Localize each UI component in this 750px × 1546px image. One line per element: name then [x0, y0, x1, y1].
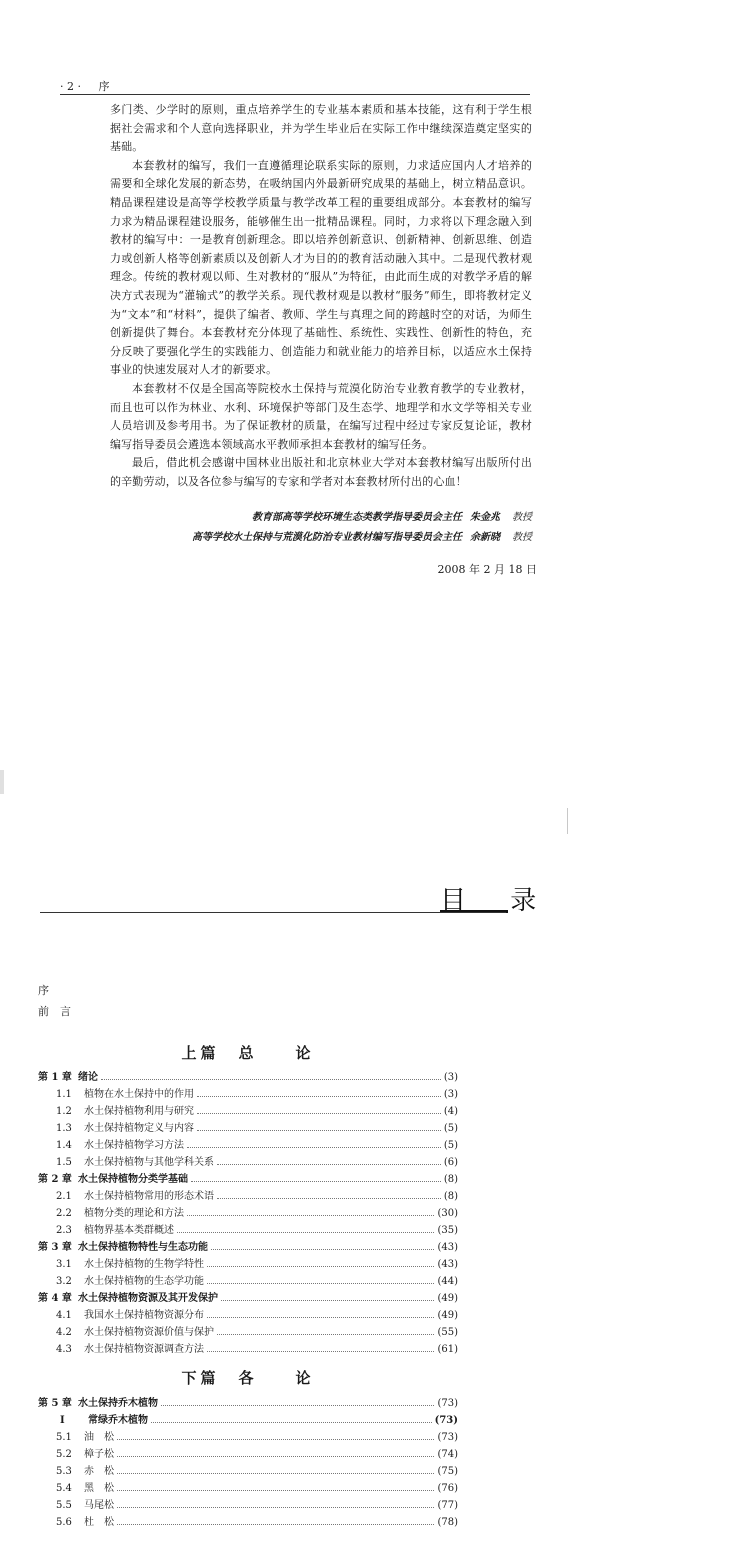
toc-front-preface[interactable]: 序	[38, 984, 49, 997]
toc-entry-label	[56, 1446, 114, 1463]
scan-artifact	[567, 808, 568, 834]
dot-leader	[217, 1164, 441, 1165]
preface-paragraph: 多门类、少学时的原则，重点培养学生的专业基本素质和基本技能，这有利于学生根据社会需求和个人意向选择职业，并为学生毕业后在实际工作中继续深造奠定坚实的基础。	[110, 103, 532, 154]
toc-entry-chapter[interactable]	[38, 1069, 458, 1086]
preface-paragraph: 最后，借此机会感谢中国林业出版社和北京林业大学对本套教材编写出版所付出的辛勤劳动，以及各位参与编写的专家和学者对本套教材所付出的心血！	[110, 456, 532, 488]
toc-entry-label	[56, 1103, 194, 1120]
toc-entry-page: (74)	[437, 1449, 458, 1460]
toc-entry-section[interactable]	[38, 1446, 458, 1463]
toc-entry-title: 我国水土保持植物资源分布	[84, 1310, 204, 1321]
toc-entry-title: 水土保持植物分类学基础	[78, 1174, 188, 1185]
dot-leader	[207, 1317, 434, 1318]
preface-paragraph: 本套教材不仅是全国高等院校水土保持与荒漠化防治专业教育教学的专业教材，而且也可以作为林业、水利、环境保护等部门及生态学、地理学和水文学等相关专业人员培训及参考用书。为了保证教材的质量，在编写过程中经过专家反复论证，教材编写指导委员会遴选本领域高水平教师承担本套教材的编写任务。	[110, 381, 532, 451]
toc-entry-section[interactable]	[38, 1205, 458, 1222]
toc-entry-title: 赤 松	[84, 1466, 114, 1477]
toc-entry-title: 水土保持植物利用与研究	[84, 1106, 194, 1117]
toc-entry-title: 水土保持植物学习方法	[84, 1140, 184, 1151]
toc-entry-page: (6)	[443, 1157, 458, 1168]
toc-entry-group[interactable]	[38, 1412, 458, 1429]
header-rule	[60, 94, 530, 95]
toc-entry-label	[56, 1205, 184, 1222]
toc-entry-number: 第 5 章	[38, 1398, 72, 1409]
toc-entry-number: 5.4	[56, 1483, 72, 1494]
dot-leader	[117, 1490, 434, 1491]
dot-leader	[187, 1147, 441, 1148]
toc-entry-title: 水土保持植物特性与生态功能	[78, 1242, 208, 1253]
dot-leader	[177, 1232, 434, 1233]
toc-entry-section[interactable]	[38, 1324, 458, 1341]
toc-entry-number: 第 1 章	[38, 1072, 72, 1083]
toc-entry-section[interactable]	[38, 1103, 458, 1120]
toc-entry-number: 第 3 章	[38, 1242, 72, 1253]
toc-entry-section[interactable]	[38, 1514, 458, 1531]
toc-entry-chapter[interactable]	[38, 1171, 458, 1188]
preface-paragraph: 本套教材的编写，我们一直遵循理论联系实际的原则，力求适应国内人才培养的需要和全球化发展的新态势，在吸纳国内外最新研究成果的基础上，树立精品意识。精品课程建设是高等学校教学质量与教学改革工程的重要组成部分。本套教材的编写力求为精品课程建设服务，能够催生出一批精品课程。同时，力求将以下理念融入到教材的编写中：一是教育创新理念。即以培养创新意识、创新精神、创新思维、创造力或创新人格等创新素质以及创新人才为目的的教育活动融入其中。二是现代教材观理念。传统的教材观以师、生对教材的“服从”为特征，由此而生成的对教学矛盾的解决方式表现为“灌输式”的教学关系。现代教材观是以教材“服务”师生，即将教材定义为“文本”和“材料”，提供了编者、教师、学生与真理之间的跨越时空的对话，为师生创新提供了舞台。本套教材充分体现了基础性、系统性、实践性、创新性的特色，充分反映了要强化学生的实践能力、创造能力和就业能力的培养目标，以适应水土保持事业的快速发展对人才的新要求。	[110, 158, 532, 377]
toc-entry-label	[56, 1120, 194, 1137]
toc-entry-number: 1.2	[56, 1106, 72, 1117]
dot-leader	[217, 1334, 434, 1335]
toc-entry-number: 2.2	[56, 1208, 72, 1219]
toc-entry-page: (30)	[437, 1208, 458, 1219]
toc-entry-section[interactable]	[38, 1273, 458, 1290]
signature-role: 教育部高等学校环境生态类教学指导委员会主任	[252, 512, 462, 523]
toc-entry-section[interactable]	[38, 1188, 458, 1205]
toc-entry-title: 植物界基本类群概述	[84, 1225, 174, 1236]
toc-entry-page: (75)	[437, 1466, 458, 1477]
toc-entry-page: (55)	[437, 1327, 458, 1338]
toc-entry-title: 水土保持植物资源及其开发保护	[78, 1293, 218, 1304]
toc-entry-number: 5.6	[56, 1517, 72, 1528]
page-number: · 2 ·	[60, 80, 81, 93]
toc-entry-label	[56, 1463, 114, 1480]
toc-entry-label	[56, 1188, 214, 1205]
part-title-1: 上篇 总 论	[181, 1044, 315, 1062]
dot-leader	[117, 1456, 434, 1457]
toc-entry-title: 常绿乔木植物	[88, 1415, 148, 1426]
toc-entry-section[interactable]	[38, 1120, 458, 1137]
toc-entry-title: 水土保持植物的生物学特性	[84, 1259, 204, 1270]
toc-entry-label	[56, 1086, 194, 1103]
toc-entry-label	[38, 1171, 188, 1188]
dot-leader	[101, 1079, 441, 1080]
toc-entry-number: 4.1	[56, 1310, 72, 1321]
signature-name: 余新晓	[470, 532, 500, 543]
toc-entry-title: 樟子松	[84, 1449, 114, 1460]
toc-entry-section[interactable]	[38, 1480, 458, 1497]
toc-entry-label	[56, 1341, 204, 1358]
toc-entry-title: 马尾松	[84, 1500, 114, 1511]
toc-entry-title: 水土保持植物的生态学功能	[84, 1276, 204, 1287]
toc-entry-label	[56, 1412, 148, 1429]
toc-entry-page: (49)	[437, 1310, 458, 1321]
toc-entry-page: (43)	[437, 1242, 458, 1253]
toc-part1-list	[38, 1069, 458, 1358]
dot-leader	[191, 1181, 441, 1182]
toc-entry-chapter[interactable]	[38, 1239, 458, 1256]
dot-leader	[161, 1405, 434, 1406]
toc-entry-number: 第 2 章	[38, 1174, 72, 1185]
toc-entry-title: 水土保持乔木植物	[78, 1398, 158, 1409]
toc-entry-label	[56, 1273, 204, 1290]
toc-entry-page: (44)	[437, 1276, 458, 1287]
dot-leader	[117, 1473, 434, 1474]
toc-entry-section[interactable]	[38, 1463, 458, 1480]
preface-date: 2008 年 2 月 18 日	[437, 563, 537, 576]
toc-entry-section[interactable]	[38, 1341, 458, 1358]
toc-entry-label	[38, 1290, 218, 1307]
toc-entry-number: 4.3	[56, 1344, 72, 1355]
toc-entry-number: 4.2	[56, 1327, 72, 1338]
toc-entry-number: 1.5	[56, 1157, 72, 1168]
toc-entry-number: 1.4	[56, 1140, 72, 1151]
toc-entry-label	[56, 1480, 114, 1497]
part-title-2: 下篇 各 论	[181, 1369, 315, 1387]
toc-entry-number: 5.1	[56, 1432, 72, 1443]
toc-entry-title: 水土保持植物与其他学科关系	[84, 1157, 214, 1168]
toc-entry-page: (77)	[437, 1500, 458, 1511]
toc-entry-page: (4)	[443, 1106, 458, 1117]
toc-entry-number: 3.1	[56, 1259, 72, 1270]
toc-entry-page: (5)	[443, 1140, 458, 1151]
dot-leader	[207, 1283, 434, 1284]
running-header	[60, 78, 530, 94]
toc-entry-page: (8)	[443, 1174, 458, 1185]
signature-role: 高等学校水土保持与荒漠化防治专业教材编写指导委员会主任	[192, 532, 462, 543]
toc-entry-label	[56, 1137, 184, 1154]
toc-entry-number: 2.3	[56, 1225, 72, 1236]
toc-entry-section[interactable]	[38, 1086, 458, 1103]
toc-entry-label	[56, 1497, 114, 1514]
toc-entry-label	[38, 1395, 158, 1412]
toc-entry-title: 水土保持植物定义与内容	[84, 1123, 194, 1134]
dot-leader	[207, 1351, 434, 1352]
toc-entry-page: (43)	[437, 1259, 458, 1270]
toc-entry-number: 5.3	[56, 1466, 72, 1477]
toc-front-foreword[interactable]: 前 言	[38, 1005, 71, 1018]
dot-leader	[211, 1249, 434, 1250]
toc-entry-page: (8)	[443, 1191, 458, 1202]
toc-entry-number: 3.2	[56, 1276, 72, 1287]
toc-entry-page: (78)	[437, 1517, 458, 1528]
toc-entry-title: 杜 松	[84, 1517, 114, 1528]
toc-part2-list	[38, 1395, 458, 1531]
toc-entry-page: (73)	[437, 1398, 458, 1409]
toc-entry-section[interactable]	[38, 1256, 458, 1273]
toc-entry-number: 1.1	[56, 1089, 72, 1100]
toc-entry-page: (35)	[437, 1225, 458, 1236]
dot-leader	[197, 1096, 441, 1097]
toc-entry-page: (5)	[443, 1123, 458, 1134]
section-name: 序	[98, 80, 110, 93]
toc-entry-title: 油 松	[84, 1432, 114, 1443]
toc-entry-label	[56, 1222, 174, 1239]
toc-entry-chapter[interactable]	[38, 1395, 458, 1412]
dot-leader	[117, 1439, 434, 1440]
toc-entry-number: 第 4 章	[38, 1293, 72, 1304]
toc-entry-label	[38, 1239, 208, 1256]
toc-entry-number: 1.3	[56, 1123, 72, 1134]
dot-leader	[207, 1266, 434, 1267]
signature-name: 朱金兆	[470, 512, 500, 523]
dot-leader	[151, 1422, 432, 1423]
toc-entry-page: (3)	[443, 1089, 458, 1100]
toc-entry-label	[38, 1069, 98, 1086]
toc-entry-number: 5.5	[56, 1500, 72, 1511]
toc-entry-label	[56, 1429, 114, 1446]
toc-entry-title: 植物分类的理论和方法	[84, 1208, 184, 1219]
dot-leader	[117, 1524, 434, 1525]
toc-entry-page: (76)	[437, 1483, 458, 1494]
dot-leader	[217, 1198, 441, 1199]
signature-block	[110, 508, 532, 548]
toc-entry-title: 绪论	[78, 1072, 98, 1083]
toc-entry-page: (61)	[437, 1344, 458, 1355]
dot-leader	[197, 1130, 441, 1131]
toc-entry-number: 5.2	[56, 1449, 72, 1460]
toc-entry-number: 2.1	[56, 1191, 72, 1202]
toc-entry-title: 水土保持植物资源价值与保护	[84, 1327, 214, 1338]
toc-entry-section[interactable]	[38, 1137, 458, 1154]
scan-artifact	[0, 770, 4, 794]
toc-entry-section[interactable]	[38, 1154, 458, 1171]
signature-title: 教授	[512, 532, 532, 543]
toc-entry-section[interactable]	[38, 1429, 458, 1446]
toc-entry-page: (73)	[434, 1415, 458, 1426]
toc-entry-section[interactable]	[38, 1222, 458, 1239]
toc-entry-chapter[interactable]	[38, 1290, 458, 1307]
signature-title: 教授	[512, 512, 532, 523]
dot-leader	[117, 1507, 434, 1508]
signature-line	[110, 528, 532, 548]
toc-entry-page: (73)	[437, 1432, 458, 1443]
toc-entry-section[interactable]	[38, 1307, 458, 1324]
toc-entry-title: 植物在水土保持中的作用	[84, 1089, 194, 1100]
toc-entry-section[interactable]	[38, 1497, 458, 1514]
toc-entry-label	[56, 1256, 204, 1273]
preface-body	[110, 101, 532, 491]
dot-leader	[221, 1300, 434, 1301]
signature-line	[110, 508, 532, 528]
dot-leader	[187, 1215, 434, 1216]
toc-title: 目 录	[440, 886, 555, 916]
toc-entry-label	[56, 1154, 214, 1171]
toc-rule	[40, 912, 506, 913]
toc-entry-label	[56, 1307, 204, 1324]
dot-leader	[197, 1113, 441, 1114]
toc-entry-label	[56, 1324, 214, 1341]
toc-entry-page: (49)	[437, 1293, 458, 1304]
toc-entry-title: 水土保持植物常用的形态术语	[84, 1191, 214, 1202]
toc-entry-page: (3)	[443, 1072, 458, 1083]
toc-entry-number: I	[60, 1415, 65, 1426]
toc-entry-title: 黑 松	[84, 1483, 114, 1494]
toc-entry-label	[56, 1514, 114, 1531]
toc-entry-title: 水土保持植物资源调查方法	[84, 1344, 204, 1355]
